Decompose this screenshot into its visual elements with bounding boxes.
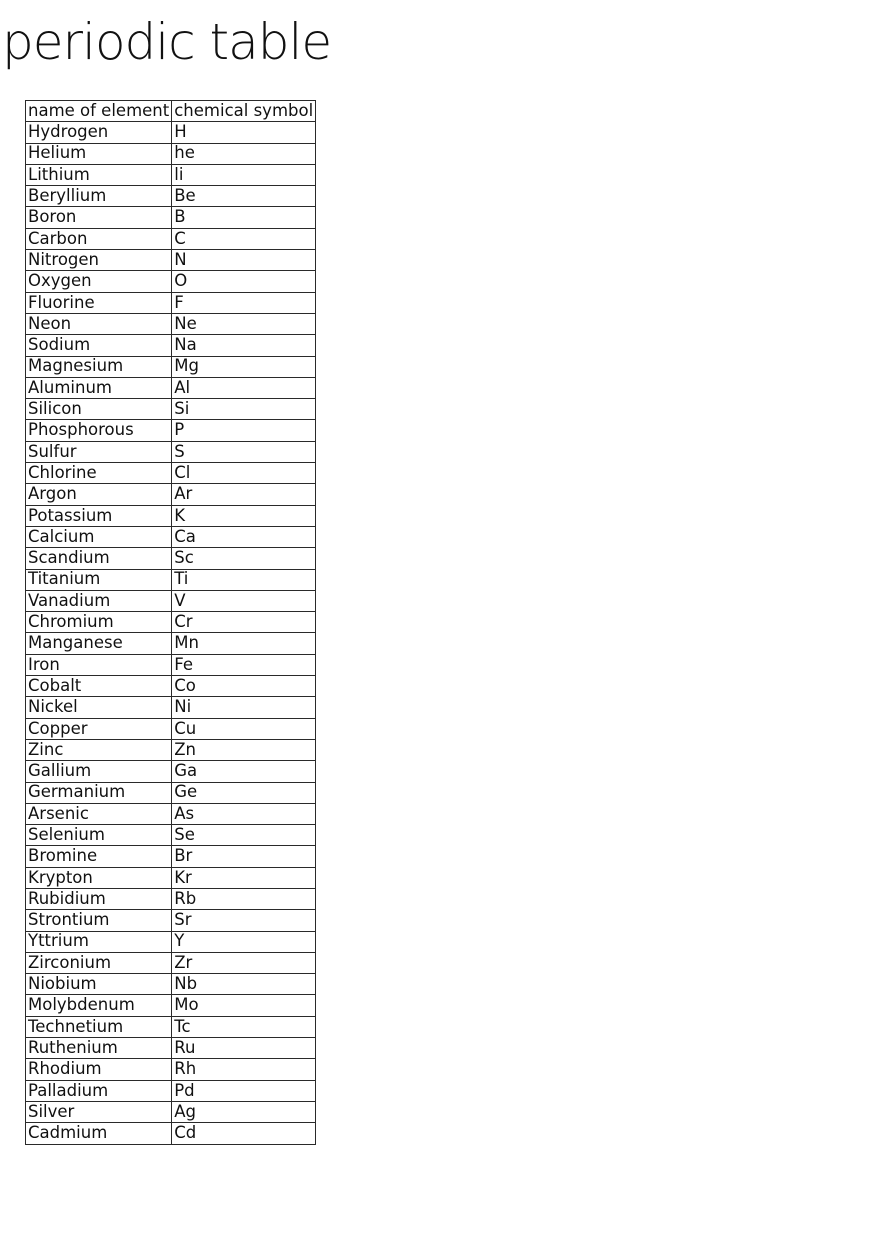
table-row: [26, 335, 316, 356]
element-symbol-cell: Be: [172, 186, 316, 207]
element-symbol-cell: F: [172, 292, 316, 313]
element-name-cell: Argon: [26, 484, 172, 505]
element-symbol-cell: N: [172, 250, 316, 271]
element-name-cell: Sulfur: [26, 441, 172, 462]
element-symbol-cell: Cd: [172, 1123, 316, 1144]
table-row: [26, 1016, 316, 1037]
element-name-cell: Boron: [26, 207, 172, 228]
element-name-cell: Copper: [26, 718, 172, 739]
element-symbol-cell: Nb: [172, 974, 316, 995]
element-name-cell: Silver: [26, 1101, 172, 1122]
table-row: [26, 739, 316, 760]
element-symbol-cell: li: [172, 164, 316, 185]
element-symbol-cell: Br: [172, 846, 316, 867]
element-name-cell: Fluorine: [26, 292, 172, 313]
table-row: [26, 931, 316, 952]
table-row: [26, 505, 316, 526]
element-name-cell: Titanium: [26, 569, 172, 590]
table-row: [26, 207, 316, 228]
table-row: [26, 1059, 316, 1080]
element-symbol-cell: Ru: [172, 1038, 316, 1059]
table-row: [26, 803, 316, 824]
element-name-cell: Rubidium: [26, 888, 172, 909]
page-title: periodic table: [2, 13, 332, 71]
element-symbol-cell: Cl: [172, 463, 316, 484]
table-row: [26, 697, 316, 718]
table-row: [26, 143, 316, 164]
element-symbol-cell: Ge: [172, 782, 316, 803]
table-row: [26, 548, 316, 569]
elements-table: [25, 100, 316, 1145]
element-symbol-cell: Co: [172, 676, 316, 697]
element-symbol-cell: Kr: [172, 867, 316, 888]
table-row: [26, 1038, 316, 1059]
table-row: [26, 761, 316, 782]
table-row: [26, 974, 316, 995]
table-row: [26, 250, 316, 271]
table-row: [26, 846, 316, 867]
table-row: [26, 399, 316, 420]
table-row: [26, 867, 316, 888]
element-name-cell: Niobium: [26, 974, 172, 995]
element-symbol-cell: Mn: [172, 633, 316, 654]
element-symbol-cell: Sc: [172, 548, 316, 569]
element-name-cell: Cobalt: [26, 676, 172, 697]
table-row: [26, 356, 316, 377]
element-name-cell: Selenium: [26, 825, 172, 846]
element-symbol-cell: Fe: [172, 654, 316, 675]
element-symbol-cell: Na: [172, 335, 316, 356]
element-name-cell: Rhodium: [26, 1059, 172, 1080]
header-chemical-symbol: chemical symbol: [172, 101, 316, 122]
element-name-cell: Phosphorous: [26, 420, 172, 441]
table-row: [26, 463, 316, 484]
element-symbol-cell: Ni: [172, 697, 316, 718]
element-symbol-cell: V: [172, 590, 316, 611]
element-name-cell: Molybdenum: [26, 995, 172, 1016]
element-symbol-cell: O: [172, 271, 316, 292]
table-body: [26, 122, 316, 1144]
element-name-cell: Arsenic: [26, 803, 172, 824]
element-symbol-cell: Mg: [172, 356, 316, 377]
element-symbol-cell: As: [172, 803, 316, 824]
element-name-cell: Zirconium: [26, 952, 172, 973]
element-name-cell: Vanadium: [26, 590, 172, 611]
table-row: [26, 313, 316, 334]
table-row: [26, 1080, 316, 1101]
table-row: [26, 228, 316, 249]
table-row: [26, 612, 316, 633]
element-name-cell: Aluminum: [26, 377, 172, 398]
element-symbol-cell: Se: [172, 825, 316, 846]
element-name-cell: Nickel: [26, 697, 172, 718]
table-row: [26, 526, 316, 547]
table-row: [26, 1101, 316, 1122]
element-name-cell: Potassium: [26, 505, 172, 526]
table-row: [26, 718, 316, 739]
element-name-cell: Iron: [26, 654, 172, 675]
table-row: [26, 654, 316, 675]
element-name-cell: Calcium: [26, 526, 172, 547]
element-name-cell: Nitrogen: [26, 250, 172, 271]
element-symbol-cell: Zn: [172, 739, 316, 760]
element-symbol-cell: Rh: [172, 1059, 316, 1080]
element-name-cell: Lithium: [26, 164, 172, 185]
element-name-cell: Strontium: [26, 910, 172, 931]
element-name-cell: Bromine: [26, 846, 172, 867]
table-row: [26, 569, 316, 590]
element-symbol-cell: Ar: [172, 484, 316, 505]
table-row: [26, 995, 316, 1016]
element-name-cell: Oxygen: [26, 271, 172, 292]
table-row: [26, 825, 316, 846]
element-symbol-cell: Ti: [172, 569, 316, 590]
element-symbol-cell: Tc: [172, 1016, 316, 1037]
table-row: [26, 271, 316, 292]
element-symbol-cell: Ne: [172, 313, 316, 334]
element-name-cell: Yttrium: [26, 931, 172, 952]
table-row: [26, 441, 316, 462]
table-row: [26, 1123, 316, 1144]
table-row: [26, 910, 316, 931]
element-symbol-cell: Ag: [172, 1101, 316, 1122]
element-symbol-cell: Cr: [172, 612, 316, 633]
element-symbol-cell: Mo: [172, 995, 316, 1016]
element-symbol-cell: C: [172, 228, 316, 249]
element-symbol-cell: Cu: [172, 718, 316, 739]
element-name-cell: Ruthenium: [26, 1038, 172, 1059]
table-row: [26, 122, 316, 143]
element-name-cell: Beryllium: [26, 186, 172, 207]
table-row: [26, 377, 316, 398]
table-row: [26, 484, 316, 505]
element-symbol-cell: Al: [172, 377, 316, 398]
element-symbol-cell: he: [172, 143, 316, 164]
element-symbol-cell: P: [172, 420, 316, 441]
table-header-row: [26, 101, 316, 122]
table-row: [26, 782, 316, 803]
table-row: [26, 292, 316, 313]
element-name-cell: Chlorine: [26, 463, 172, 484]
table-row: [26, 952, 316, 973]
element-symbol-cell: Si: [172, 399, 316, 420]
table-row: [26, 186, 316, 207]
element-name-cell: Hydrogen: [26, 122, 172, 143]
element-symbol-cell: H: [172, 122, 316, 143]
element-symbol-cell: B: [172, 207, 316, 228]
element-name-cell: Carbon: [26, 228, 172, 249]
element-symbol-cell: Pd: [172, 1080, 316, 1101]
element-name-cell: Palladium: [26, 1080, 172, 1101]
element-name-cell: Gallium: [26, 761, 172, 782]
element-name-cell: Silicon: [26, 399, 172, 420]
table-row: [26, 164, 316, 185]
element-name-cell: Neon: [26, 313, 172, 334]
table-row: [26, 633, 316, 654]
element-symbol-cell: Ga: [172, 761, 316, 782]
element-name-cell: Cadmium: [26, 1123, 172, 1144]
element-name-cell: Chromium: [26, 612, 172, 633]
element-name-cell: Manganese: [26, 633, 172, 654]
header-name-of-element: name of element: [26, 101, 172, 122]
element-symbol-cell: Rb: [172, 888, 316, 909]
element-name-cell: Krypton: [26, 867, 172, 888]
element-symbol-cell: K: [172, 505, 316, 526]
element-symbol-cell: S: [172, 441, 316, 462]
table-row: [26, 420, 316, 441]
element-symbol-cell: Zr: [172, 952, 316, 973]
table-row: [26, 888, 316, 909]
element-symbol-cell: Ca: [172, 526, 316, 547]
element-symbol-cell: Sr: [172, 910, 316, 931]
table-row: [26, 590, 316, 611]
element-name-cell: Magnesium: [26, 356, 172, 377]
element-name-cell: Scandium: [26, 548, 172, 569]
table-row: [26, 676, 316, 697]
element-name-cell: Technetium: [26, 1016, 172, 1037]
element-name-cell: Zinc: [26, 739, 172, 760]
element-name-cell: Sodium: [26, 335, 172, 356]
element-name-cell: Germanium: [26, 782, 172, 803]
element-name-cell: Helium: [26, 143, 172, 164]
element-symbol-cell: Y: [172, 931, 316, 952]
